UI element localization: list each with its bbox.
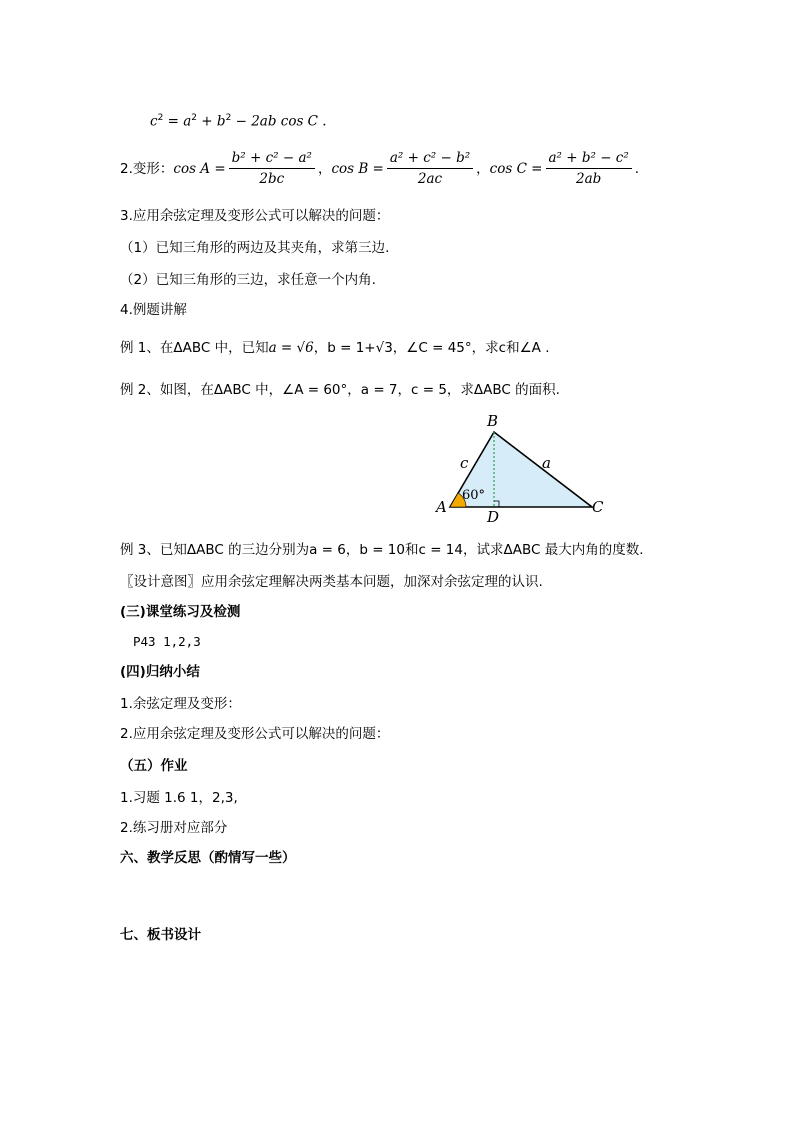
section-5-heading: （五）作业 xyxy=(120,758,188,774)
cosC-label: cos C = xyxy=(489,160,543,177)
item-4: 4.例题讲解 xyxy=(120,302,187,318)
cosB-label: cos B = xyxy=(331,160,384,177)
label-B: B xyxy=(487,412,499,430)
cosA-fraction: $\frac{\text{b² + c² − a²}}{2bc}$ xyxy=(229,150,315,187)
practice-problems: P43 1,2,3 xyxy=(133,634,201,649)
design-intent: 〖设计意图〗应用余弦定理解决两类基本问题，加深对余弦定理的认识. xyxy=(120,574,543,590)
homework-2: 2.练习册对应部分 xyxy=(120,820,228,836)
summary-2: 2.应用余弦定理及变形公式可以解决的问题： xyxy=(120,726,390,742)
summary-1: 1.余弦定理及变形： xyxy=(120,696,241,712)
label-side-c: c xyxy=(460,454,469,472)
item-2-variants: 2.变形： cos A = $\frac{\text{b² + c² − a²}}{2bc}$ ， cos B = $\frac{\text{a² + c² − b²}}{2ac}$ ， cos C = $\frac{\text{a² + b² − c²}}{2ab}$ . xyxy=(120,150,640,187)
cosB-fraction: $\frac{\text{a² + c² − b²}}{2ac}$ xyxy=(387,150,473,187)
label-A: A xyxy=(436,498,447,516)
label-side-a: a xyxy=(542,454,551,472)
example-2: 例 2、如图，在ΔABC 中，∠A = 60°，a = 7，c = 5，求ΔABC 的面积. xyxy=(120,382,560,398)
triangle-figure xyxy=(430,410,610,528)
label-angle-60: 60° xyxy=(462,488,486,503)
section-6-heading: 六、教学反思（酌情写一些） xyxy=(120,850,296,866)
case-2: （2）已知三角形的三边，求任意一个内角. xyxy=(120,272,376,288)
item-2-prefix: 2.变形： xyxy=(120,160,174,177)
item-3: 3.应用余弦定理及变形公式可以解决的问题： xyxy=(120,208,390,224)
formula-c2-tail: − 2ab cos C . xyxy=(235,113,327,130)
case-1: （1）已知三角形的两边及其夹角，求第三边. xyxy=(120,240,390,256)
cosC-fraction: $\frac{\text{a² + b² − c²}}{2ab}$ xyxy=(546,150,632,187)
label-D: D xyxy=(487,508,500,526)
homework-1: 1.习题 1.6 1，2,3, xyxy=(120,790,238,806)
example-1: 例 1、在ΔABC 中，已知a = √6，b = 1+√3，∠C = 45°，求c和∠A . xyxy=(120,340,550,356)
label-C: C xyxy=(592,498,604,516)
section-7-heading: 七、板书设计 xyxy=(120,927,201,943)
cosA-label: cos A = xyxy=(173,160,226,177)
triangle-svg xyxy=(430,410,610,528)
example-3: 例 3、已知ΔABC 的三边分别为a = 6，b = 10和c = 14，试求ΔABC 最大内角的度数. xyxy=(120,542,644,558)
section-4-heading: (四)归纳小结 xyxy=(120,664,200,680)
formula-c2: $c^2 = a^2 + b^2 - 2ab$ cos C . xyxy=(150,113,327,130)
section-3-heading: (三)课堂练习及检测 xyxy=(120,604,241,620)
